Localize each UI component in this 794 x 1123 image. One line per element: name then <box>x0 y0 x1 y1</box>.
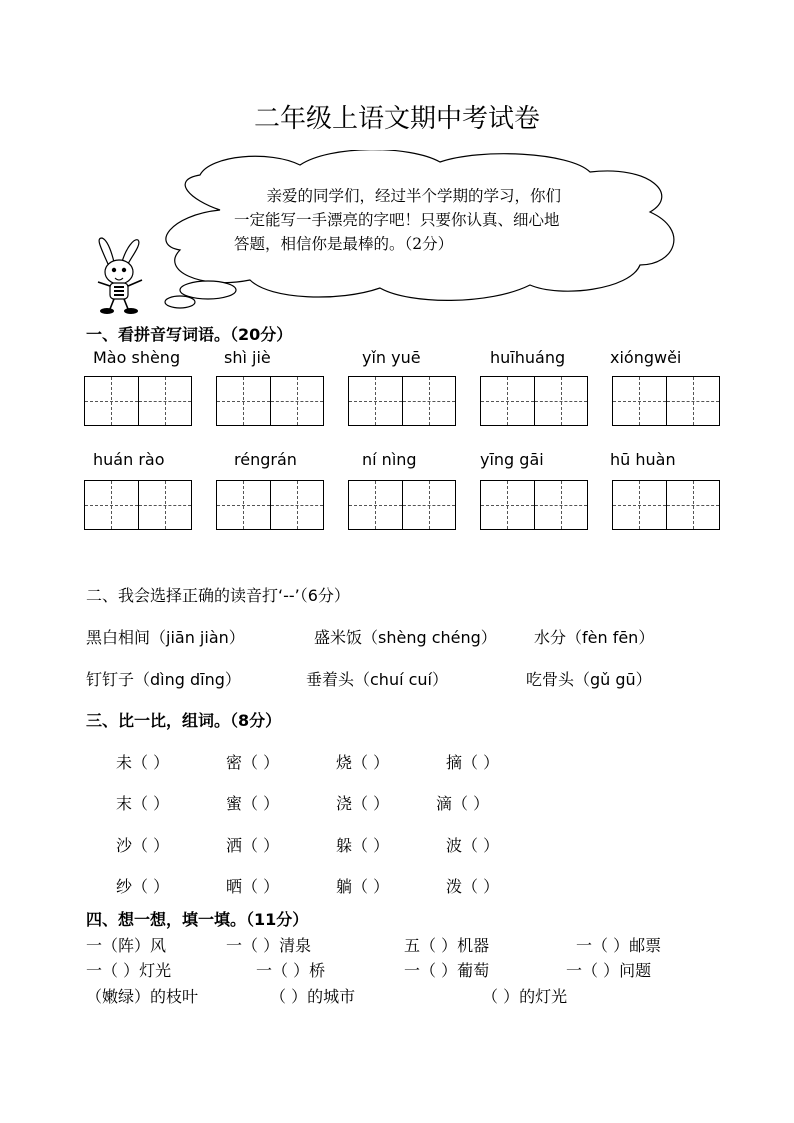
fill-item[interactable]: 一（阵）风 <box>86 936 167 955</box>
page-title: 二年级上语文期中考试卷 <box>253 104 540 134</box>
pinyin-label: Mào shèng <box>93 348 181 367</box>
compare-item[interactable]: 晒（ ） <box>226 877 280 896</box>
pinyin-label: shì jiè <box>224 348 271 367</box>
section4-heading: 四、想一想，填一填。（11分） <box>86 910 309 929</box>
writing-grid[interactable] <box>348 376 456 426</box>
fill-item[interactable]: （嫩绿）的枝叶 <box>86 987 199 1006</box>
writing-grid[interactable] <box>216 376 324 426</box>
compare-item[interactable]: 摘（ ） <box>446 753 500 772</box>
fill-item[interactable]: 一（ ）邮票 <box>576 936 662 955</box>
pinyin-label: yīng gāi <box>480 450 544 469</box>
writing-grid[interactable] <box>348 480 456 530</box>
pinyin-label: ní nìng <box>362 450 417 469</box>
fill-item[interactable]: 五（ ）机器 <box>404 936 490 955</box>
compare-item[interactable]: 滴（ ） <box>436 794 490 813</box>
pinyin-label: hū huàn <box>610 450 676 469</box>
section2-heading: 二、我会选择正确的读音打‘--’（6分） <box>86 586 350 605</box>
writing-grid[interactable] <box>480 480 588 530</box>
compare-item[interactable]: 烧（ ） <box>336 753 390 772</box>
compare-item[interactable]: 纱（ ） <box>116 877 170 896</box>
reading-choice[interactable]: 钉钉子（dìng dīng） <box>86 670 241 689</box>
fill-item[interactable]: 一（ ）清泉 <box>226 936 312 955</box>
compare-item[interactable]: 波（ ） <box>446 836 500 855</box>
compare-item[interactable]: 浇（ ） <box>336 794 390 813</box>
compare-item[interactable]: 末（ ） <box>116 794 170 813</box>
compare-item[interactable]: 躺（ ） <box>336 877 390 896</box>
pinyin-label: xióngwěi <box>610 348 682 367</box>
writing-grid[interactable] <box>216 480 324 530</box>
pinyin-label: huīhuáng <box>490 348 566 367</box>
reading-choice[interactable]: 盛米饭（shèng chéng） <box>314 628 497 647</box>
writing-grid[interactable] <box>84 376 192 426</box>
fill-item[interactable]: 一（ ）灯光 <box>86 961 172 980</box>
writing-grid[interactable] <box>612 480 720 530</box>
reading-choice[interactable]: 垂着头（chuí cuí） <box>306 670 448 689</box>
writing-grid[interactable] <box>84 480 192 530</box>
intro-text: 亲爱的同学们，经过半个学期的学习，你们一定能写一手漂亮的字吧！只要你认真、细心地答题，相信你是最棒的。（2分） <box>234 187 562 253</box>
compare-item[interactable]: 躲（ ） <box>336 836 390 855</box>
writing-grid[interactable] <box>612 376 720 426</box>
rabbit-illustration <box>90 236 150 316</box>
compare-item[interactable]: 未（ ） <box>116 753 170 772</box>
writing-grid[interactable] <box>480 376 588 426</box>
fill-item[interactable]: （ ）的灯光 <box>482 987 568 1006</box>
fill-item[interactable]: 一（ ）问题 <box>566 961 652 980</box>
fill-item[interactable]: 一（ ）桥 <box>256 961 326 980</box>
pinyin-label: huán rào <box>93 450 165 469</box>
compare-item[interactable]: 洒（ ） <box>226 836 280 855</box>
pinyin-label: yǐn yuē <box>362 348 421 367</box>
reading-choice[interactable]: 黑白相间（jiān jiàn） <box>86 628 245 647</box>
compare-item[interactable]: 蜜（ ） <box>226 794 280 813</box>
fill-item[interactable]: （ ）的城市 <box>270 987 356 1006</box>
compare-item[interactable]: 密（ ） <box>226 753 280 772</box>
reading-choice[interactable]: 水分（fèn fēn） <box>534 628 655 647</box>
compare-item[interactable]: 泼（ ） <box>446 877 500 896</box>
section3-heading: 三、比一比，组词。（8分） <box>86 711 282 730</box>
section1-heading: 一、看拼音写词语。（20分） <box>86 325 293 344</box>
fill-item[interactable]: 一（ ）葡萄 <box>404 961 490 980</box>
reading-choice[interactable]: 吃骨头（gǔ gū） <box>526 670 652 689</box>
compare-item[interactable]: 沙（ ） <box>116 836 170 855</box>
pinyin-label: réngrán <box>234 450 297 469</box>
